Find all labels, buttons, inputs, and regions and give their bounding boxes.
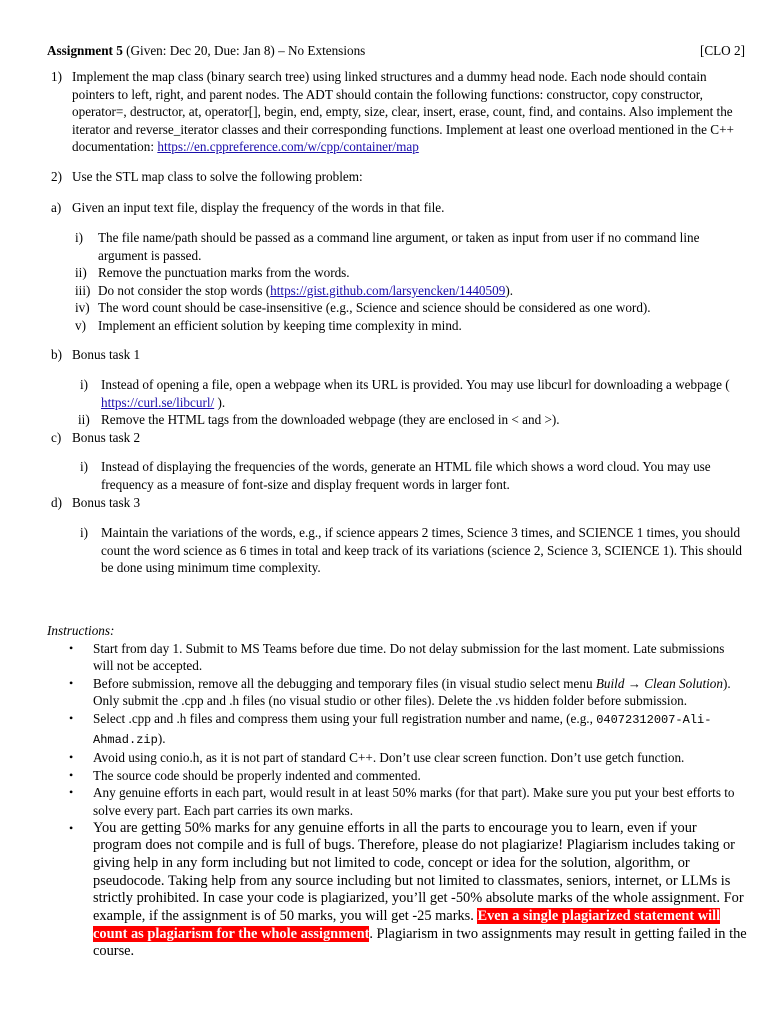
- part-b-label: b): [51, 347, 62, 362]
- part-d-items: [78, 524, 745, 577]
- part-d-label: d): [51, 495, 62, 510]
- list-item: iii) Do not consider the stop words (https://gist.github.com/larsyencken/1440509).: [75, 282, 514, 298]
- list-item: i) Instead of opening a file, open a webpage when its URL is provided. You may use libcurl for downloading a webpage ( https://curl.se/libcurl/ ).: [80, 377, 730, 410]
- list-item: iv) The word count should be case-insensitive (e.g., Science and science should be considered as one word).: [75, 300, 651, 316]
- question-1-text: Implement the map class (binary search tree) using linked structures and a dummy head node. Each node should contain pointers to left, right, and parent nodes. The ADT should contain the following functions: constructor, copy constructor, operator=, destructor, at, operator[], begin, end, empty, size, clear, insert, erase, count, find, and contains. Also implement the iterator and reverse_iterator classes and their corresponding functions. Implement at least one overload mentioned in the C++ documentation: https://en.cppreference.com/w/cpp/container/map: [72, 69, 734, 155]
- list-item: i) The file name/path should be passed as a command line argument, or taken as input from user if no command line argument is passed.: [75, 230, 700, 263]
- clo-tag: [CLO 2]: [699, 43, 745, 58]
- part-c: [51, 429, 745, 447]
- part-b-items: [78, 376, 745, 429]
- question-2-text: Use the STL map class to solve the following problem:: [72, 169, 363, 184]
- question-2-label: 2): [51, 169, 62, 184]
- part-a-label: a): [51, 200, 62, 215]
- part-c-text: Bonus task 2: [72, 430, 141, 445]
- part-a-text: Given an input text file, display the frequency of the words in that file.: [72, 200, 445, 215]
- list-item: ii) Remove the punctuation marks from the words.: [75, 265, 350, 281]
- question-2: [51, 168, 745, 186]
- plagiarism-warning-highlight: Even a single plagiarized statement will count as plagiarism for the whole assignment: [93, 908, 721, 942]
- list-item: • Avoid using conio.h, as it is not part of standard C++. Don’t use clear screen function. Don’t use getch function.: [69, 750, 685, 766]
- list-item: • Select .cpp and .h files and compress them using your full registration number and name, (e.g., 04072312007-Ali-Ahmad.zip).: [69, 710, 712, 747]
- part-d: [51, 494, 745, 512]
- zip-filename-example: 04072312007-Ali-Ahmad.zip: [93, 712, 712, 747]
- list-item: • Any genuine efforts in each part, would result in at least 50% marks (for that part). Make sure you put your best efforts to solve every part. Each part carries its own marks.: [69, 785, 735, 818]
- part-b: [51, 346, 745, 364]
- assignment-title: Assignment 5 (Given: Dec 20, Due: Jan 8) – No Extensions: [47, 43, 366, 58]
- assignment-header: [47, 42, 745, 60]
- part-a: [51, 199, 745, 217]
- list-item: i) Maintain the variations of the words, e.g., if science appears 2 times, Science 3 times, and SCIENCE 1 times, you should count the word science as 6 times in total and keep track of its variations (science 2, Science 3, SCIENCE 1). This should be done using minimum time complexity.: [80, 525, 743, 576]
- list-item: v) Implement an efficient solution by keeping time complexity in mind.: [75, 317, 462, 333]
- list-item: • You are getting 50% marks for any genuine efforts in all the parts to encourage you to learn, even if your program does not compile and is full of bugs. Therefore, please do not plagiarize! Plagiarism includes taking or giving help in any form including but not limited to code, concept or idea for the solution, algorithm, or pseudocode. Taking help from any source including but not limited to classmates, seniors, internet, or LLMs is strictly prohibited. In case your code is plagiarized, you’ll get -50% absolute marks of the whole assignment. For example, if the assignment is of 50 marks, you will get -25 marks. Even a single plagiarized statement will count as plagiarism for the whole assignment. Plagiarism in two assignments may result in getting failed in the course.: [69, 819, 747, 960]
- list-item: ii) Remove the HTML tags from the downloaded webpage (they are enclosed in < and >).: [78, 412, 560, 428]
- cppreference-map-link[interactable]: https://en.cppreference.com/w/cpp/container/map: [157, 139, 419, 155]
- list-item: • The source code should be properly indented and commented.: [69, 767, 421, 783]
- part-a-items: [73, 229, 745, 335]
- part-c-label: c): [51, 430, 62, 445]
- part-b-text: Bonus task 1: [72, 347, 141, 362]
- instructions: [47, 622, 747, 961]
- instructions-title: Instructions:: [47, 623, 115, 638]
- list-item: i) Instead of displaying the frequencies of the words, generate an HTML file which shows a word cloud. You may use frequency as a measure of font-size and display frequent words in larger font.: [80, 459, 711, 492]
- list-item: • Start from day 1. Submit to MS Teams before due time. Do not delay submission for the last moment. Late submissions will not be accepted.: [69, 640, 725, 674]
- part-d-text: Bonus task 3: [72, 495, 141, 510]
- part-c-items: [78, 458, 745, 493]
- question-1-label: 1): [51, 69, 62, 84]
- instructions-list: [69, 640, 747, 962]
- stop-words-link[interactable]: https://gist.github.com/larsyencken/1440509: [270, 282, 506, 298]
- question-1: [51, 68, 745, 156]
- libcurl-link[interactable]: https://curl.se/libcurl/: [101, 394, 215, 410]
- list-item: • Before submission, remove all the debugging and temporary files (in visual studio select menu Build → Clean Solution). Only submit the .cpp and .h files (no visual studio or other files). Delete the .vs hidden folder before submission.: [69, 675, 731, 709]
